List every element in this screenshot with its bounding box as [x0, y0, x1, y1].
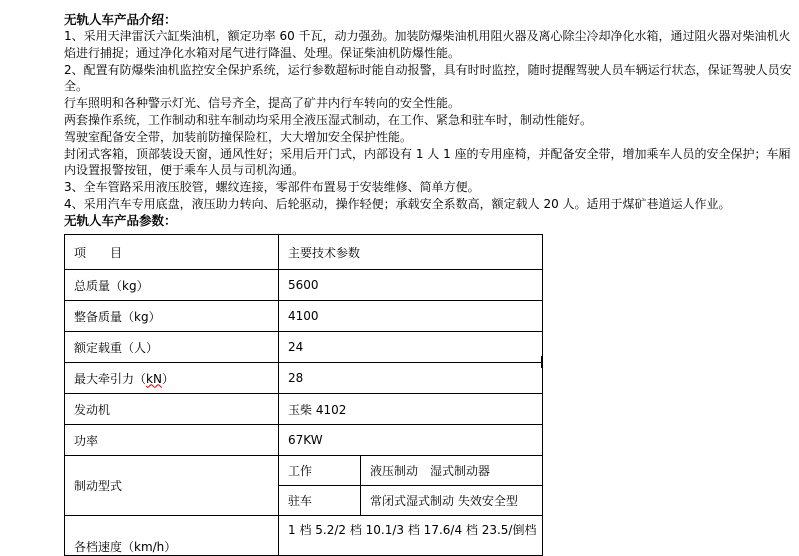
- document-body: [64, 12, 794, 229]
- table-row-speed: [65, 516, 543, 556]
- brake-park-value: 常闭式湿式制动 失效安全型: [361, 486, 543, 516]
- table-row: [65, 332, 543, 363]
- row-label: 总质量（kg）: [65, 270, 279, 301]
- intro-paragraph-5: 驾驶室配备安全带，加装前防撞保险杠，大大增加安全保护性能。: [64, 129, 413, 144]
- intro-paragraph-6: 封闭式客箱，顶部装设天窗，通风性好；采用后开门式，内部设有 1 人 1 座的专用座椅，并配备安全带，增加乘车人员的安全保护；车厢内设置报警按钮，便于乘车人员与司机沟通。: [64, 146, 791, 178]
- intro-paragraph-7: 3、全车管路采用液压胶管，螺纹连接，零部件布置易于安装维修、简单方便。: [64, 180, 480, 195]
- speed-label: 各档速度（km/h）: [65, 516, 279, 556]
- table-header-row: [65, 235, 543, 270]
- row-value: 4100: [279, 301, 543, 332]
- row-value: 67KW: [279, 425, 543, 456]
- row-label: 发动机: [65, 394, 279, 425]
- table-row: [65, 301, 543, 332]
- params-heading: 无轨人车产品参数：: [64, 212, 177, 228]
- brake-park-label: 驻车: [279, 486, 361, 516]
- intro-paragraph-2: 2、配置有防爆柴油机监控安全保护系统，运行参数超标时能自动报警，具有时时监控，随时提醒驾驶人员车辆运行状态，保证驾驶人员安全。: [64, 62, 792, 94]
- row-label: 功率: [65, 425, 279, 456]
- row-value: 玉柴 4102: [279, 394, 543, 425]
- table-row: [65, 270, 543, 301]
- row-value: 24: [279, 332, 543, 363]
- intro-paragraph-3: 行车照明和各种警示灯光、信号齐全，提高了矿井内行车转向的安全性能。: [64, 96, 461, 111]
- table-row: [65, 394, 543, 425]
- row-label-suffix: ）: [161, 371, 174, 386]
- row-label: 整备质量（kg）: [65, 301, 279, 332]
- row-label-prefix: 最大牵引力（: [74, 371, 147, 386]
- header-item-cell: 项 目: [65, 235, 279, 270]
- row-value: 28: [279, 363, 543, 394]
- brake-work-value: 液压制动 湿式制动器: [361, 456, 543, 486]
- intro-paragraph-1: 1、采用天津雷沃六缸柴油机，额定功率 60 千瓦，动力强劲。加装防爆柴油机用阻火器及离心除尘冷却净化水箱，通过阻火器对柴油机火焰进行捕捉；通过净化水箱对尾气进行降温、处理。保证柴油机防爆性能。: [64, 29, 791, 60]
- row-label: 额定载重（人）: [65, 332, 279, 363]
- row-label: [65, 363, 279, 394]
- brake-label: 制动型式: [65, 456, 279, 516]
- intro-paragraph-8: 4、采用汽车专用底盘，液压助力转向、后轮驱动，操作轻便；承载安全系数高，额定载人 20 人。适用于煤矿巷道运人作业。: [64, 196, 731, 211]
- row-value: 5600: [279, 270, 543, 301]
- speed-value: 1 档 5.2/2 档 10.1/3 档 17.6/4 档 23.5/倒档: [279, 516, 543, 556]
- table-row: [65, 363, 543, 394]
- header-value-cell: 主要技术参数: [279, 235, 543, 270]
- params-table: [64, 234, 543, 556]
- spellcheck-unit: kN: [146, 371, 162, 386]
- intro-heading: 无轨人车产品介绍：: [64, 12, 177, 27]
- table-row-brake-work: [65, 456, 543, 486]
- brake-work-label: 工作: [279, 456, 361, 486]
- text-cursor: [541, 356, 543, 368]
- table-row: [65, 425, 543, 456]
- intro-paragraph-4: 两套操作系统，工作制动和驻车制动均采用全液压湿式制动，在工作、紧急和驻车时，制动性能好。: [64, 112, 593, 127]
